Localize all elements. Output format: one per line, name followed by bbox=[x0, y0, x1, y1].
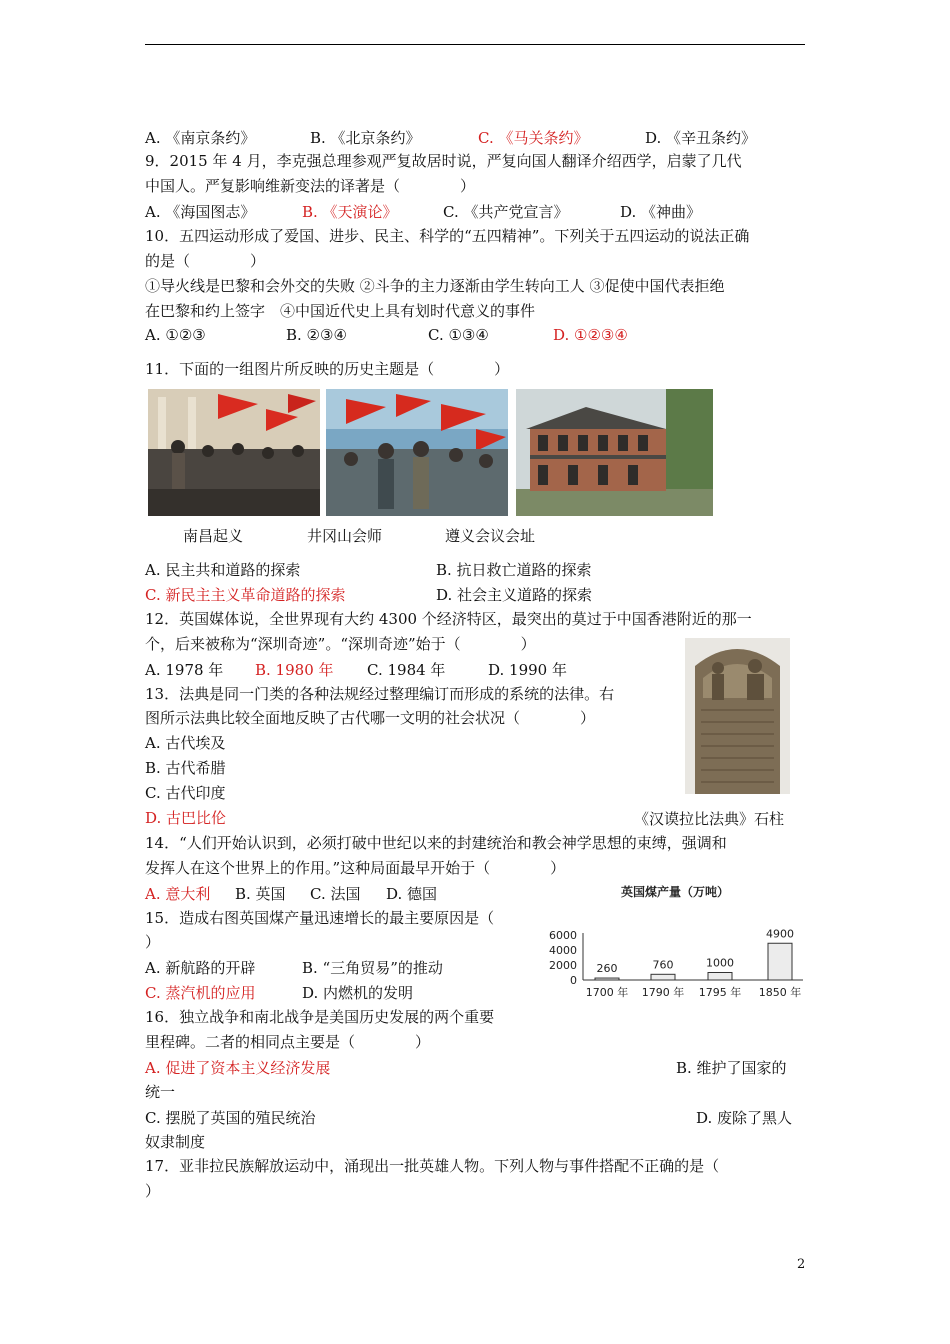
q16-option-b: B. 维护了国家的 bbox=[676, 1059, 787, 1077]
q13-option-d: D. 古巴比伦 bbox=[145, 809, 227, 827]
q12-option-c: C. 1984 年 bbox=[367, 661, 446, 679]
caption-zunyi: 遵义会议会址 bbox=[445, 527, 536, 545]
q17-line-2: ） bbox=[145, 1182, 161, 1200]
q14-line-1: 14．“人们开始认识到，必须打破中世纪以来的封建统治和教会神学思想的束缚，强调和 bbox=[145, 834, 727, 852]
bar-value-label: 4900 bbox=[766, 927, 794, 941]
q10-option-b: B. ②③④ bbox=[286, 326, 347, 344]
q14-line-2: 发挥人在这个世界上的作用。”这种局面最早开始于（ ） bbox=[145, 859, 566, 877]
bar-value-label: 760 bbox=[652, 958, 674, 972]
q8-option-a: A. 《南京条约》 bbox=[145, 129, 256, 147]
coal-output-chart bbox=[545, 880, 810, 1005]
q9-line-1: 9．2015 年 4 月，李克强总理参观严复故居时说，严复向国人翻译介绍西学，启蒙了几代 bbox=[145, 152, 742, 170]
x-tick-label: 1700 年 bbox=[585, 986, 629, 999]
x-tick-label: 1795 年 bbox=[698, 986, 742, 999]
q17-line-1: 17．亚非拉民族解放运动中，涌现出一批英雄人物。下列人物与事件搭配不正确的是（ bbox=[145, 1157, 720, 1175]
q12-option-a: A. 1978 年 bbox=[145, 661, 224, 679]
stele-caption: 《汉谟拉比法典》石柱 bbox=[634, 810, 785, 828]
bar bbox=[595, 978, 619, 980]
q13-line-1: 13．法典是同一门类的各种法规经过整理编订而形成的系统的法律。右 bbox=[145, 685, 615, 703]
header-rule bbox=[145, 44, 805, 45]
q16-option-c: C. 摆脱了英国的殖民统治 bbox=[145, 1109, 316, 1127]
q15-line-2: ） bbox=[145, 933, 161, 951]
q15-option-c: C. 蒸汽机的应用 bbox=[145, 984, 256, 1002]
bar bbox=[708, 973, 732, 981]
q8-option-c: C. 《马关条约》 bbox=[478, 129, 589, 147]
q10-line-3: ①导火线是巴黎和会外交的失败 ②斗争的主力逐渐由学生转向工人 ③促使中国代表拒绝 bbox=[145, 277, 725, 295]
q14-option-a: A. 意大利 bbox=[145, 885, 211, 903]
q10-line-2: 的是（ ） bbox=[145, 252, 266, 270]
hammurabi-stele-photo bbox=[685, 638, 790, 794]
page-number: 2 bbox=[797, 1257, 806, 1272]
q14-option-c: C. 法国 bbox=[310, 885, 361, 903]
zunyi-site-photo bbox=[516, 389, 713, 516]
q10-option-c: C. ①③④ bbox=[428, 326, 489, 344]
y-tick-label: 0 bbox=[570, 974, 577, 987]
y-tick-label: 4000 bbox=[549, 944, 577, 957]
q12-line-1: 12．英国媒体说，全世界现有大约 4300 个经济特区，最突出的莫过于中国香港附近的那一 bbox=[145, 610, 752, 628]
caption-nanchang: 南昌起义 bbox=[183, 527, 244, 545]
q9-option-b: B. 《天演论》 bbox=[302, 203, 398, 221]
q10-option-a: A. ①②③ bbox=[145, 326, 206, 344]
q16-line-2: 里程碑。二者的相同点主要是（ ） bbox=[145, 1033, 431, 1051]
q16-line-1: 16．独立战争和南北战争是美国历史发展的两个重要 bbox=[145, 1008, 495, 1026]
q13-option-c: C. 古代印度 bbox=[145, 784, 226, 802]
y-tick-label: 6000 bbox=[549, 929, 577, 942]
q16-option-d: D. 废除了黑人 bbox=[696, 1109, 793, 1127]
bar bbox=[768, 943, 792, 980]
q16-option-d-cont: 奴隶制度 bbox=[145, 1133, 206, 1151]
jinggangshan-meeting-painting bbox=[326, 389, 508, 516]
q15-line-1: 15．造成右图英国煤产量迅速增长的最主要原因是（ bbox=[145, 909, 495, 927]
q9-option-c: C. 《共产党宣言》 bbox=[443, 203, 569, 221]
q15-option-b: B. “三角贸易”的推动 bbox=[302, 959, 443, 977]
bar-value-label: 1000 bbox=[706, 956, 734, 970]
q9-line-2: 中国人。严复影响维新变法的译著是（ ） bbox=[145, 177, 476, 195]
q8-option-d: D. 《辛丑条约》 bbox=[645, 129, 757, 147]
q9-option-a: A. 《海国图志》 bbox=[145, 203, 256, 221]
q9-option-d: D. 《神曲》 bbox=[620, 203, 702, 221]
q11-option-d: D. 社会主义道路的探索 bbox=[436, 586, 593, 604]
x-tick-label: 1790 年 bbox=[641, 986, 685, 999]
q14-option-d: D. 德国 bbox=[386, 885, 438, 903]
y-tick-label: 2000 bbox=[549, 959, 577, 972]
q11-option-b: B. 抗日救亡道路的探索 bbox=[436, 561, 592, 579]
chart-title: 英国煤产量（万吨） bbox=[620, 885, 730, 899]
q16-option-b-cont: 统一 bbox=[145, 1083, 176, 1101]
q10-option-d: D. ①②③④ bbox=[553, 326, 628, 344]
q11-option-a: A. 民主共和道路的探索 bbox=[145, 561, 301, 579]
q10-line-1: 10．五四运动形成了爱国、进步、民主、科学的“五四精神”。下列关于五四运动的说法正确 bbox=[145, 227, 750, 245]
q14-option-b: B. 英国 bbox=[235, 885, 286, 903]
q16-option-a: A. 促进了资本主义经济发展 bbox=[145, 1059, 331, 1077]
q15-option-d: D. 内燃机的发明 bbox=[302, 984, 414, 1002]
nanchang-uprising-painting bbox=[148, 389, 320, 516]
q13-option-b: B. 古代希腊 bbox=[145, 759, 226, 777]
q11-option-c: C. 新民主主义革命道路的探索 bbox=[145, 586, 346, 604]
q12-option-d: D. 1990 年 bbox=[488, 661, 567, 679]
q15-option-a: A. 新航路的开辟 bbox=[145, 959, 256, 977]
q13-line-2: 图所示法典比较全面地反映了古代哪一文明的社会状况（ ） bbox=[145, 709, 596, 727]
x-tick-label: 1850 年 bbox=[758, 986, 802, 999]
q12-option-b: B. 1980 年 bbox=[255, 661, 334, 679]
q10-line-4: 在巴黎和约上签字 ④中国近代史上具有划时代意义的事件 bbox=[145, 302, 536, 320]
q12-line-2: 个，后来被称为“深圳奇迹”。“深圳奇迹”始于（ ） bbox=[145, 635, 536, 653]
q13-option-a: A. 古代埃及 bbox=[145, 734, 226, 752]
bar bbox=[651, 974, 675, 980]
q8-option-b: B. 《北京条约》 bbox=[310, 129, 421, 147]
q11-line-1: 11．下面的一组图片所反映的历史主题是（ ） bbox=[145, 360, 510, 378]
caption-jinggangshan: 井冈山会师 bbox=[307, 527, 383, 545]
bar-value-label: 260 bbox=[596, 962, 618, 976]
